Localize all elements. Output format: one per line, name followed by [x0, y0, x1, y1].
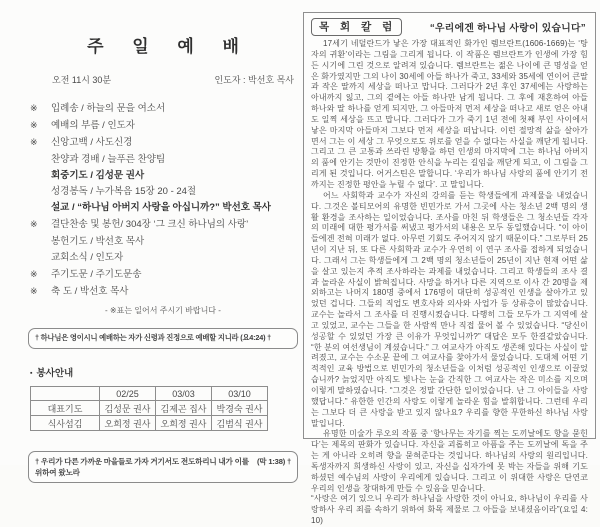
worship-item-text: 신앙고백 / 사도신경: [51, 137, 133, 149]
verse-reference: (막 1:38) †: [256, 457, 291, 467]
stand-mark: ※: [30, 137, 38, 148]
stand-mark: ※: [30, 269, 38, 280]
worship-item-text: 축 도 / 박선호 목사: [51, 286, 129, 298]
stand-mark: ※: [30, 219, 38, 230]
duty-table-cell: 김범식 권사: [212, 416, 268, 431]
verse-text: † 우리가 다른 가까운 마을들로 가자 거기서도 전도하리니 내가 이를 위하여 왔노라: [35, 457, 249, 478]
worship-item-text: 결단찬송 및 봉헌/ 304장 ‘그 크신 하나님의 사랑’: [51, 219, 249, 231]
duty-table-cell: 김성문 권사: [100, 401, 156, 416]
verse-box-john: † 하나님은 영이시니 예배하는 자가 신령과 진정으로 예배할 지니라 (요4:24) †: [28, 328, 298, 349]
worship-item-text: 찬양과 경배 / 늘푸른 찬양팀: [51, 153, 166, 165]
duty-table-header-cell: 03/10: [212, 386, 268, 401]
worship-item: [28, 234, 298, 250]
worship-item: [28, 200, 298, 216]
duty-table-row: [31, 416, 268, 431]
worship-item-text: 회중기도 / 김성문 권사: [51, 169, 145, 181]
column-paragraph: 어느 사회학과 교수가 자신의 강의를 듣는 학생들에게 과제물을 내었습니다. 그것은 볼티모어의 유명한 빈민가로 가서 그곳에 사는 청소년 2백 명의 생활 환경을 조사하는 일이었습니다. 조사를 마친 뒤 학생들은 그 청소년들 각자의 미래에 대한 평가서를 써냈고 평가서의 내용은 모두 동일했습니다. “이 아이들에겐 전혀 미래가 없다. 아무런 기회도 주어지지 않기 때문이다.” 그로부터 25년이 지난 뒤, 또 다른 사회학과 교수가 우연히 이 연구 조사를 접하게 되었습니다. 그래서 그는 학생들에게 그 2백 명의 청소년들이 25년이 지난 현재 어떤 삶을 살고 있는지 추적 조사하라는 과제를 내었습니다. 그리고 학생들의 조사 결과 놀라운 사실이 밝혀집니다. 사망을 하거나 다른 지역으로 이사 간 20명을 제외하고는 나머지 180명 중에서 176명이 대단히 성공적인 인생을 살아가고 있었던 겁니다. 그들의 직업도 변호사와 의사와 사업가 등 상류층이 많았습니다. 교수는 놀라서 그 조사를 더 진행시켰습니다. 다행히 그들 모두가 그 지역에 살고 있었고, 교수는 그들을 한 사람씩 만나 직접 물어 볼 수 있었습니다. “당신이 성공할 수 있었던 가장 큰 이유가 무엇입니까?” 대답은 모두 한결같았습니다. “한 분의 여선생님이 계셨습니다.” 그 여교사가 아직도 생존해 있다는 사실이 알려졌고, 교수는 수소문 끝에 그 여교사를 찾아가서 물었습니다. 도대체 어떤 기적적인 교육 방법으로 빈민가의 청소년들을 이처럼 성공적인 인생으로 이끌었습니까? 늙었지만 아직도 빛나는 눈을 간직한 그 여교사는 작은 미소를 지으며 이렇게 말하였습니다. “그것은 정말 간단한 일이었습니다. 난 그 아이들을 사랑했답니다.” 유한한 인간의 사랑도 이렇게 놀라운 힘을 발휘합니다. 그런데 우리는 그보다 더 큰 사랑을 받고 있지 않나요? 우리를 향한 무한하신 하나님 사랑 말입니다.: [311, 190, 588, 428]
worship-item-text: 입례송 / 하늘의 문을 여소서: [51, 103, 166, 114]
worship-item: [28, 134, 298, 151]
worship-item: [28, 250, 298, 266]
column-paragraph: “사랑은 여기 있으니 우리가 하나님을 사랑한 것이 아니요, 하나님이 우리를 사랑하사 우리 죄를 속하기 위하여 화목 제물로 그 아들을 보내셨음이라”(요일 4:10): [311, 494, 588, 526]
stand-mark: ※: [30, 120, 38, 131]
column-paragraph: 17세기 네덜란드가 낳은 가장 대표적인 화가인 렘브란트(1606-1669)는 ‘탕자의 귀환’이라는 그림을 그리게 됩니다. 이 작품은 렘브란트가 인생에 가장 힘든 시기에 그린 것으로 알려져 있습니다. 렘브란트는 젊은 나이에 큰 명성을 얻은 화가였지만 그의 나이 30세에 아들 하나가 죽고, 33세와 35세에 연이어 큰딸과 작은 딸까지 세상을 떠나고 맙니다. 그러다가 2년 후인 37세에는 사랑하는 아내까지 잃고, 그의 곁에는 아들 하나만 남게 됩니다. 그 후에 재혼하여 아들 하나와 딸 하나를 얻게 되지만, 그 아들마저 먼저 세상을 떠나고 새로 얻은 아내도 일찍 세상을 뜨고 맙니다. 그러다가 그가 죽기 1년 전에 첫째 부인 사이에서 낳은 마지막 아들마저 그보다 먼저 세상을 떠납니다. 이런 절망적 삶을 살아가면서 그는 이 세상 그 무엇으로도 위로를 얻을 수 없다는 사실을 깨닫게 됩니다. 그리고 그 큰 고통과 쓰라린 방황을 하던 인생의 마지막에 그는 하나님 아버지의 품에 안기는 것만이 진정한 안식을 누리는 길임을 깨닫게 되고, 이 그림을 그리게 된 것입니다. 어거스틴은 말합니다. ‘우리가 하나님 사랑의 품에 안기기 전까지는 진정한 평안을 누릴 수 없다’. 고 말입니다.: [311, 39, 588, 189]
worship-item-text: 설교 / “하나님 아버지 사랑을 아십니까?” 박선호 목사: [51, 202, 271, 214]
duty-table-header-row: [31, 386, 268, 401]
verse-box-mark: [28, 451, 298, 483]
duty-table-header-cell: [31, 386, 100, 401]
worship-item: [28, 283, 298, 300]
duty-table-row: [31, 401, 268, 416]
worship-item-text: 주기도문 / 주기도문송: [51, 269, 142, 281]
worship-item: [28, 168, 298, 184]
worship-item: [28, 184, 298, 200]
duty-table-header-cell: 03/03: [156, 386, 212, 401]
pastoral-column: [303, 12, 596, 526]
stand-mark: ※: [30, 286, 38, 297]
worship-item-text: 교회소식 / 인도자: [51, 251, 124, 263]
column-body: [311, 39, 588, 527]
worship-item: [28, 266, 298, 283]
duty-table-cell: 김제곤 집사: [156, 401, 212, 416]
duty-table-cell: 식사섬김: [31, 416, 100, 431]
worship-item-text: 성경봉독 / 누가복음 15장 20 - 24절: [51, 186, 197, 198]
square-bullet-icon: ▪: [30, 369, 33, 377]
duty-table-header-cell: 02/25: [100, 386, 156, 401]
worship-item: [28, 152, 298, 168]
worship-item-text: 예배의 부름 / 인도자: [51, 120, 135, 132]
stand-note: - ※표는 일어서 주시기 바랍니다 -: [105, 306, 221, 316]
worship-item: [28, 117, 298, 134]
worship-item: [28, 216, 298, 233]
duty-table-cell: 박경숙 권사: [212, 401, 268, 416]
service-duty-heading-label: 봉사안내: [36, 367, 74, 379]
duty-table: [30, 386, 268, 432]
service-duty-heading: [30, 365, 298, 379]
service-time: 오전 11시 30분: [52, 75, 112, 85]
worship-item: [28, 100, 298, 117]
service-leader: 인도자 : 박선호 목사: [214, 75, 294, 85]
column-title: “우리에겐 하나님 사랑이 있습니다”: [429, 23, 586, 34]
service-info-row: [28, 73, 298, 86]
duty-table-cell: 오희정 권사: [100, 416, 156, 431]
worship-order: [28, 100, 298, 300]
worship-order-column: [28, 20, 298, 483]
stand-mark: ※: [30, 103, 38, 113]
page-title: 주 일 예 배: [87, 37, 251, 56]
worship-item-text: 봉헌기도 / 박선호 목사: [51, 235, 145, 247]
column-label-badge: 목 회 칼 럼: [311, 18, 402, 36]
pastoral-column-header: [311, 18, 588, 36]
column-paragraph: 유명한 미술가 루오의 작품 중 ‘향나무는 자기를 찍는 도끼날에도 향을 묻힌다’는 제목의 판화가 있습니다. 자신을 괴롭히고 아픔을 주는 도끼날에 독을 주는 게 아니라 오히려 향을 묻혀준다는 것입니다. 하나님의 사랑의 원리입니다. 독생자까지 희생하신 사랑이 있고, 자신을 십자가에 못 박는 자들을 위해 기도하셨던 예수님의 사랑이 우리에게 있습니다. 그리고 이 위대한 사랑은 단연코 우리의 인생을 창대하게 만들 수 있음을 믿습니다.: [311, 429, 588, 493]
duty-table-cell: 대표기도: [31, 401, 100, 416]
duty-table-cell: 오희정 권사: [156, 416, 212, 431]
